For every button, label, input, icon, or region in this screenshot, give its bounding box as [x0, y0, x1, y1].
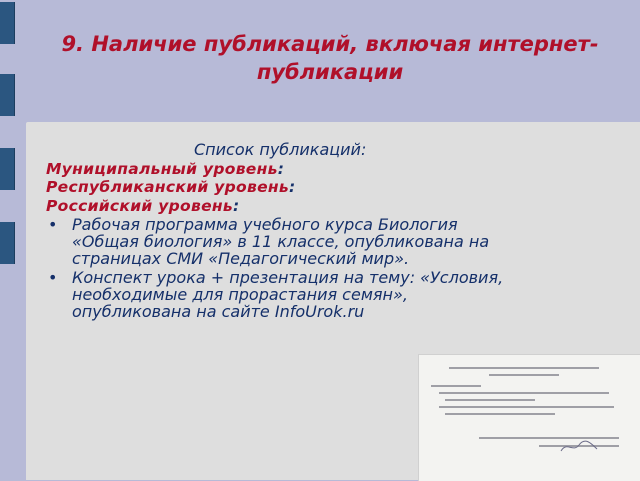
bullet-icon: •: [48, 268, 58, 287]
publication-list: [46, 216, 516, 320]
side-tab: [0, 74, 15, 116]
level-republic: [46, 178, 296, 196]
list-item-text: Конспект урока + презентация на тему: «Условия, необходимые для прорастания семян», опубликована на сайте InfoUrok.ru: [72, 268, 504, 321]
bullet-icon: •: [48, 215, 58, 234]
signature-image: [559, 439, 599, 455]
list-item: [46, 269, 516, 320]
side-tab: [0, 2, 15, 44]
level-colon: :: [233, 197, 240, 215]
list-item-text: Рабочая программа учебного курса Биология «Общая биология» в 11 классе, опубликована на страницах СМИ «Педагогический мир».: [72, 215, 490, 268]
certificate-image: [418, 354, 640, 481]
level-label: Республиканский уровень: [46, 178, 290, 196]
level-russian: [46, 197, 240, 215]
level-label: Российский уровень: [46, 197, 234, 215]
side-tab: [0, 222, 15, 264]
side-tab: [0, 148, 15, 190]
list-heading: Список публикаций:: [194, 140, 367, 159]
level-colon: :: [277, 160, 285, 178]
slide-title: 9. Наличие публикаций, включая интернет-публикации: [61, 32, 599, 84]
level-municipal: [46, 160, 284, 178]
level-label: Муниципальный уровень: [46, 160, 278, 178]
level-colon: :: [289, 178, 296, 196]
list-item: [46, 216, 516, 267]
